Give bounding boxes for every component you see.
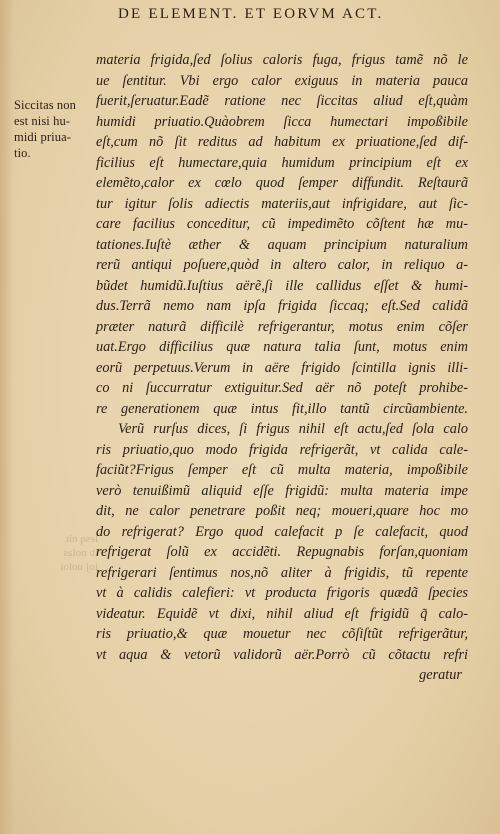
text-line: bũdet humidũ.Iuſtius aërẽ,ſi ille callidus eſſet & humi- <box>96 277 468 294</box>
margin-note-line: est nisi hu- <box>14 114 71 128</box>
text-line: ficilius eſt humectare,quia humidum principium eſt ex <box>96 154 468 171</box>
text-line: care facilius conceditur, cũ impedimẽto cõſtent hæ mu- <box>96 216 468 232</box>
text-line: re generationem quæ intus fit,illo tantũ circũambiente. <box>96 400 468 417</box>
running-head: DE ELEMENT. ET EORVM ACT. <box>118 6 384 22</box>
text-line: refrigerat ſolũ ex accidẽti. Repugnabis forſan,quoniam <box>96 544 468 560</box>
text-line: tationes.Iuſtè æther & aquam principium naturalium <box>96 236 468 253</box>
margin-note-line: tio. <box>14 146 31 160</box>
margin-note-line: Siccitas non <box>14 98 76 112</box>
margin-note-line: midi priua- <box>14 130 71 144</box>
text-line: uat.Ergo difficilius quæ natura talia ſunt, motus enim <box>96 339 468 355</box>
show-through-text <box>20 532 98 574</box>
text-line: do refrigerat? Ergo quod calefacit p ſe calefacit, quod <box>96 523 468 540</box>
text-line: vt aqua & vetorũ validorũ aër.Porrò cũ cõtactu refri <box>96 646 468 663</box>
show-through-line: ib nolas <box>63 547 98 559</box>
text-line: eſt,cum nõ ſit reditus ad habitum ex priuatione,ſed dif- <box>96 134 468 150</box>
show-through-line: ioʃ uoloi <box>60 561 98 573</box>
text-line: co ni ſuccurratur extiguitur.Sed aër nõ poteſt prohibe- <box>96 380 468 396</box>
margin-note <box>14 97 104 161</box>
text-line: ue ſentitur. Vbi ergo calor exiguus in materia pauca <box>96 72 468 89</box>
catchword: geratur <box>419 667 462 683</box>
text-line: ris priuatio,quo modo frigida refrigerãt, vt calida cale- <box>96 441 468 458</box>
body-text <box>96 50 468 686</box>
page-gutter-shadow <box>0 0 14 834</box>
text-line: Verũ rurſus dices, ſi frigus nihil eſt actu,ſed ſola calo <box>118 421 468 437</box>
text-line: humidi priuatio.Quàobrem ſicca humectari impoßibile <box>96 113 468 130</box>
text-line: rerũ antiqui poſuere,quòd in altero calor, in reliquo a- <box>96 257 468 273</box>
text-line: dus.Terrã nemo nam ipſa frigida ſiccaq; eſt.Sed calidã <box>96 298 468 314</box>
text-line: verò tenuißimũ aliquid eſſe frigidũ: multa materia impe <box>96 482 468 499</box>
text-line: faciũt?Frigus ſemper eſt cũ multa materia, impoßibile <box>96 462 468 478</box>
text-line: materia frigida,ſed ſolius caloris fuga, frigus tamẽ nõ le <box>96 52 468 68</box>
text-line: refrigerari ſentimus nos,nõ aliter à frigidis, tũ repente <box>96 564 468 581</box>
text-line: videatur. Equidẽ vt dixi, nihil aliud eſt frigidũ q̃ calo- <box>96 605 468 622</box>
text-line: eorũ perpetuus.Verum in aëre frigido ſcintilla ignis illi- <box>96 359 468 376</box>
show-through-line: lesq nit <box>65 533 98 545</box>
text-line: dit, ne calor penetrare poßit neq; moueri,quare hoc mo <box>96 503 468 519</box>
text-line: fuerit,ſeruatur.Eadẽ ratione nec ſiccitas aliud eſt,quàm <box>96 93 468 109</box>
text-line: tur igitur ſolis adiectis materiis,aut infrigidare, aut ſic- <box>96 195 468 212</box>
text-line: vt à calidis calefieri: vt producta frigoris quædã ſpecies <box>96 585 468 601</box>
text-line: elemẽto,calor ex cœlo quod ſemper diffundit. Reſtaurã <box>96 175 468 191</box>
text-line: præter naturã difficilè refrigerantur, motus enim cõſer <box>96 318 468 335</box>
text-line: ris priuatio,& quæ mouetur nec cõſiſtũt refrigerãtur, <box>96 626 468 642</box>
